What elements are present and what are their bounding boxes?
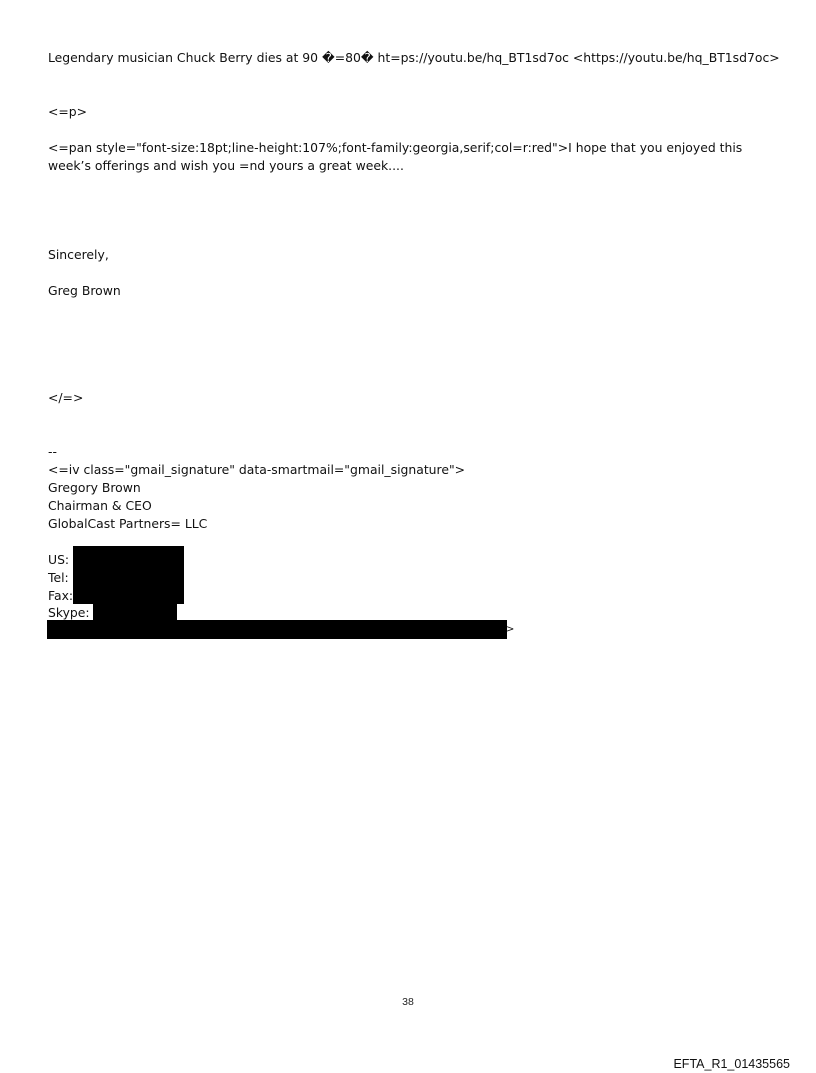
signature-title: Chairman & CEO [48, 498, 152, 513]
trailing-bracket: > [506, 624, 515, 635]
bates-number: EFTA_R1_01435565 [673, 1057, 790, 1071]
redaction-box-link [47, 620, 507, 639]
tel-label: Tel: [48, 570, 69, 585]
closing-text: Sincerely, [48, 247, 109, 262]
paragraph-tag: <=p> [48, 104, 88, 119]
span-message-line: <=pan style="font-size:18pt;line-height:107%;font-family:georgia,serif;col=r:red">I hope that you enjoyed this week’s offerings and wish you =nd yours a great week.... [48, 140, 743, 173]
skype-label: Skype: [48, 605, 90, 620]
redaction-box-skype [93, 604, 177, 620]
signature-div-tag: <=iv class="gmail_signature" data-smartmail="gmail_signature"> [48, 462, 466, 477]
signature-separator: -- [48, 444, 57, 459]
video-link-line: Legendary musician Chuck Berry dies at 90 �=80� ht=ps://youtu.be/hq_BT1sd7oc <https://youtu.be/hq_BT1sd7oc> [48, 50, 780, 65]
page-number: 38 [402, 996, 414, 1008]
sender-name: Greg Brown [48, 283, 121, 298]
closing-tag: </=> [48, 390, 84, 405]
us-phone-label: US: [48, 552, 70, 567]
redaction-box-contact [73, 546, 184, 604]
signature-name: Gregory Brown [48, 480, 141, 495]
fax-label: Fax: [48, 588, 74, 603]
signature-company: GlobalCast Partners= LLC [48, 516, 208, 531]
